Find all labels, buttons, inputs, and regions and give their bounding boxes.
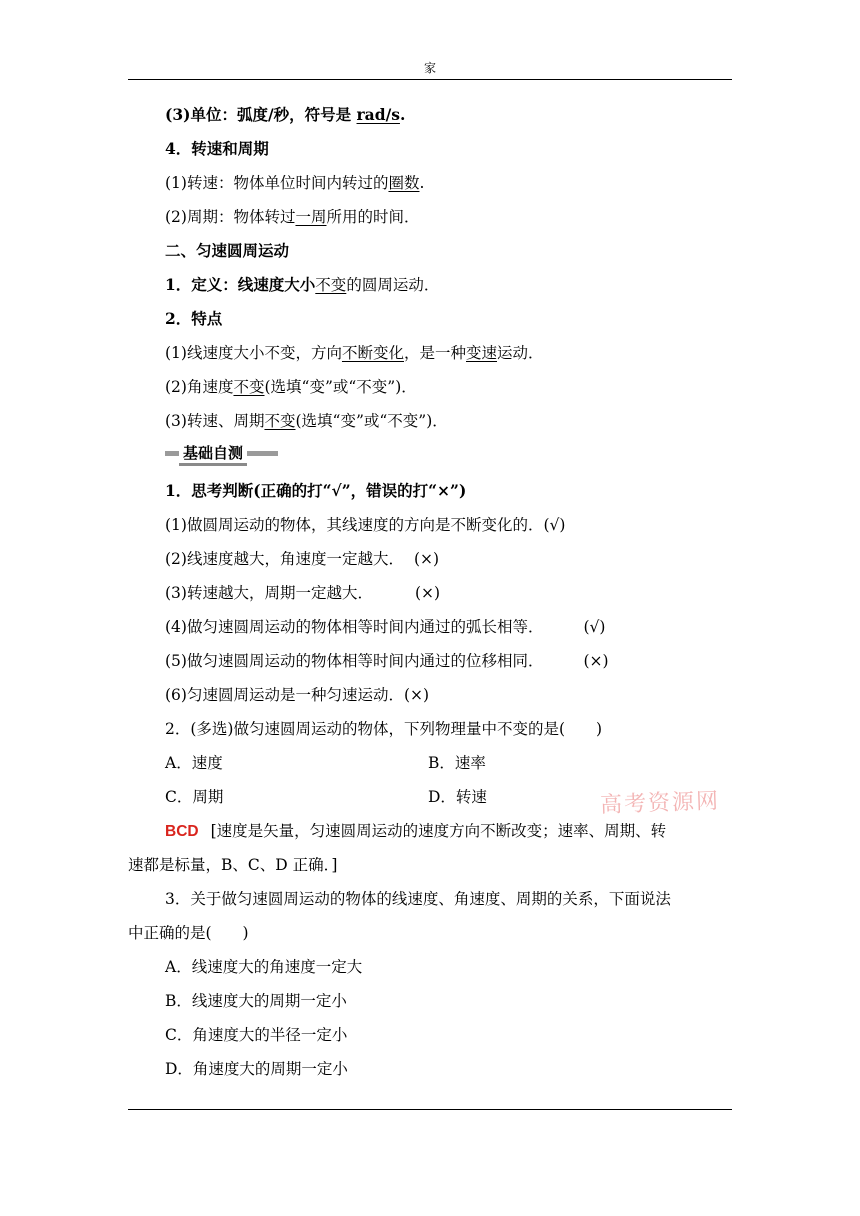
q2-option-b: B．速率 bbox=[428, 754, 486, 772]
text-line-rotation-speed bbox=[165, 172, 424, 194]
judgement-mark: (×) bbox=[403, 686, 430, 704]
option-c: C．周期 bbox=[165, 788, 224, 806]
underlined-answer: 圈数 bbox=[388, 174, 420, 192]
text-seg: (选填“变”或“不变”)． bbox=[264, 378, 417, 396]
text-line-feature-3 bbox=[165, 410, 448, 432]
q3-stem-line1: 3．关于做匀速圆周运动的物体的线速度、角速度、周期的关系，下面说法 bbox=[165, 890, 671, 908]
judgement-text: (4)做匀速圆周运动的物体相等时间内通过的弧长相等． bbox=[165, 618, 544, 636]
text-seg: 的圆周运动． bbox=[346, 276, 440, 294]
underlined-answer: 不变 bbox=[315, 276, 347, 294]
section-label: 基础自测 bbox=[179, 443, 247, 466]
judgement-item bbox=[165, 616, 605, 638]
judgement-text: (3)转速越大，周期一定越大． bbox=[165, 584, 373, 602]
text-seg: (选填“变”或“不变”)． bbox=[295, 412, 448, 430]
heading-uniform-circular-motion: 二、匀速圆周运动 bbox=[165, 241, 290, 260]
q3-stem-line2: 中正确的是( ) bbox=[128, 924, 249, 942]
explanation-text: [速度是矢量，匀速圆周运动的速度方向不断改变；速率、周期、转 bbox=[210, 822, 667, 840]
underlined-answer: 一周 bbox=[295, 208, 327, 226]
text-seg: . bbox=[399, 105, 406, 124]
judgement-item bbox=[165, 684, 429, 706]
judgement-text: (5)做匀速圆周运动的物体相等时间内通过的位移相同． bbox=[165, 652, 544, 670]
underlined-answer: rad/s bbox=[356, 105, 400, 124]
text-seg: (1)转速：物体单位时间内转过的 bbox=[165, 174, 389, 192]
page-header: 家 bbox=[423, 61, 436, 75]
text-seg: (3)单位：弧度/秒，符号是 bbox=[165, 105, 357, 124]
text-line-feature-1 bbox=[165, 342, 544, 364]
judgement-mark: (×) bbox=[583, 652, 609, 670]
text-seg: . bbox=[419, 174, 425, 192]
q3-option-b: B．线速度大的周期一定小 bbox=[165, 992, 347, 1010]
text-seg: (1)线速度大小不变，方向 bbox=[165, 344, 342, 362]
judgement-mark: (×) bbox=[413, 550, 440, 568]
judgement-text: (1)做圆周运动的物体，其线速度的方向是不断变化的． bbox=[165, 516, 544, 534]
text-line-feature-2 bbox=[165, 376, 417, 398]
text-line-definition bbox=[165, 274, 439, 296]
underlined-answer: 变速 bbox=[466, 344, 498, 362]
text-line-unit bbox=[165, 104, 405, 126]
text-seg: 1．定义：线速度大小 bbox=[165, 275, 316, 294]
q2-explanation-line2: 速都是标量，B、C、D 正确．] bbox=[128, 856, 338, 874]
judgement-item bbox=[165, 582, 440, 604]
judgement-item bbox=[165, 650, 609, 672]
judgement-item bbox=[165, 548, 439, 570]
heading-features: 2．特点 bbox=[165, 309, 223, 328]
q2-stem: 2．(多选)做匀速圆周运动的物体，下列物理量中不变的是( ) bbox=[165, 720, 603, 738]
q2-option-row bbox=[165, 786, 223, 808]
judgement-item bbox=[165, 514, 565, 536]
q1-stem: 1．思考判断(正确的打“√”，错误的打“×”) bbox=[165, 481, 467, 500]
q2-explanation-line1 bbox=[165, 820, 666, 843]
judgement-text: (2)线速度越大，角速度一定越大． bbox=[165, 550, 404, 568]
footer-rule bbox=[128, 1109, 732, 1110]
header-rule bbox=[128, 79, 732, 80]
option-a: A．速度 bbox=[165, 754, 223, 772]
text-seg: (2)周期：物体转过 bbox=[165, 208, 296, 226]
q3-option-c: C．角速度大的半径一定小 bbox=[165, 1026, 348, 1044]
q2-option-d: D．转速 bbox=[428, 788, 487, 806]
judgement-text: (6)匀速圆周运动是一种匀速运动． bbox=[165, 686, 404, 704]
text-seg: 运动． bbox=[497, 344, 544, 362]
text-seg: ，是一种 bbox=[403, 344, 466, 362]
heading-rotation-period: 4．转速和周期 bbox=[165, 139, 269, 158]
text-seg: 所用的时间． bbox=[326, 208, 420, 226]
watermark: 高考资源网 bbox=[599, 788, 721, 819]
judgement-mark: (×) bbox=[414, 584, 441, 602]
judgement-mark: (√) bbox=[543, 516, 566, 534]
underlined-answer: 不变 bbox=[264, 412, 296, 430]
section-banner bbox=[165, 443, 278, 463]
text-seg: (2)角速度 bbox=[165, 378, 234, 396]
underlined-answer: 不断变化 bbox=[341, 344, 404, 362]
text-line-period bbox=[165, 206, 420, 228]
q3-option-d: D．角速度大的周期一定小 bbox=[165, 1060, 348, 1078]
underlined-answer: 不变 bbox=[233, 378, 265, 396]
q2-option-row bbox=[165, 752, 223, 774]
q2-answer: BCD bbox=[165, 823, 199, 840]
q3-option-a: A．线速度大的角速度一定大 bbox=[165, 958, 363, 976]
judgement-mark: (√) bbox=[583, 618, 606, 636]
text-seg: (3)转速、周期 bbox=[165, 412, 265, 430]
